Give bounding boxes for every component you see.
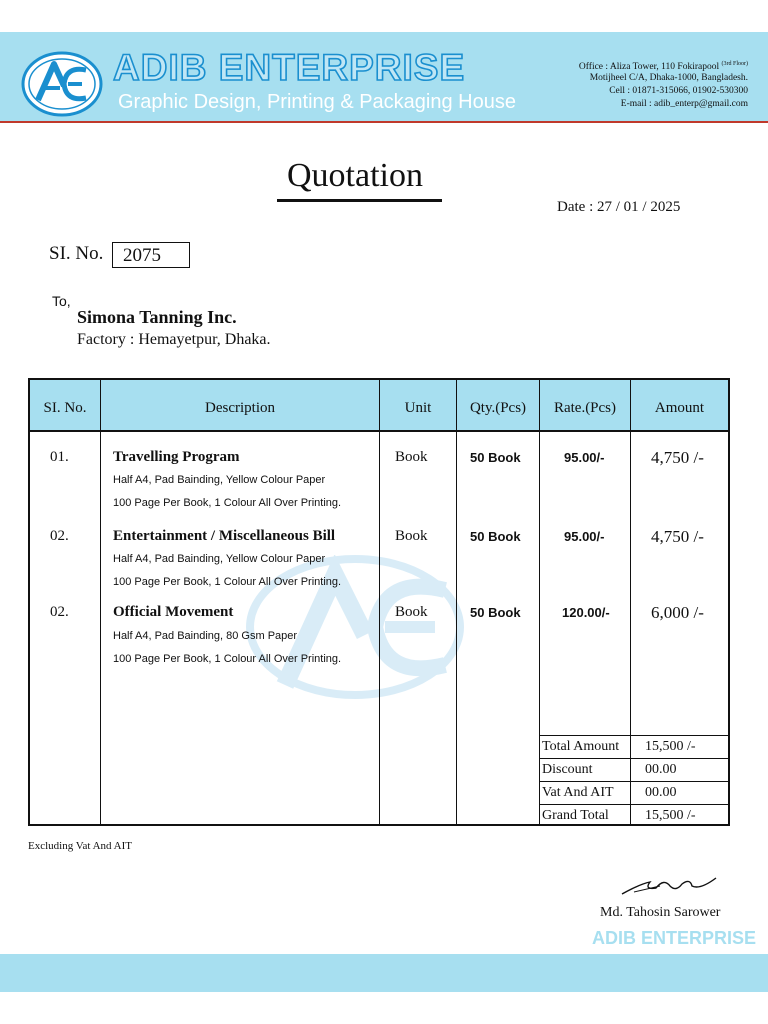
item-rate: 95.00/- bbox=[564, 529, 605, 544]
quotation-date: Date : 27 / 01 / 2025 bbox=[557, 199, 681, 215]
footer-company-name: ADIB ENTERPRISE bbox=[592, 928, 757, 948]
column-divider bbox=[539, 380, 540, 826]
office-text: Office : Aliza Tower, 110 Fokirapool bbox=[578, 62, 720, 73]
totals-divider bbox=[539, 781, 730, 782]
header-rate: Rate.(Pcs) bbox=[553, 400, 617, 416]
item-unit: Book bbox=[395, 604, 428, 620]
item-amount: 4,750 /- bbox=[651, 448, 704, 467]
company-logo-icon bbox=[20, 50, 104, 118]
item-spec: 100 Page Per Book, 1 Colour All Over Printing. bbox=[113, 497, 342, 509]
vat-ait-label: Vat And AIT bbox=[542, 785, 614, 800]
item-amount: 4,750 /- bbox=[651, 527, 704, 546]
recipient-label: To, bbox=[52, 293, 71, 309]
serial-label: SI. No. bbox=[49, 243, 104, 264]
total-amount-value: 15,500 /- bbox=[645, 739, 696, 754]
serial-value: 2075 bbox=[123, 245, 161, 266]
client-address: Factory : Hemayetpur, Dhaka. bbox=[77, 331, 271, 348]
header-unit: Unit bbox=[404, 400, 432, 416]
vat-ait-value: 00.00 bbox=[645, 785, 677, 800]
discount-value: 00.00 bbox=[645, 762, 677, 777]
street-address: Motijheel C/A, Dhaka-1000, Bangladesh. bbox=[589, 73, 748, 83]
item-spec: Half A4, Pad Bainding, 80 Gsm Paper bbox=[113, 630, 298, 642]
header-si: SI. No. bbox=[43, 400, 87, 416]
item-unit: Book bbox=[395, 528, 428, 544]
client-name: Simona Tanning Inc. bbox=[77, 307, 237, 327]
item-title: Travelling Program bbox=[113, 449, 240, 465]
grand-total-label: Grand Total bbox=[542, 808, 609, 823]
grand-total-value: 15,500 /- bbox=[645, 808, 696, 823]
discount-label: Discount bbox=[542, 762, 593, 777]
cell-numbers: Cell : 01871-315066, 01902-530300 bbox=[609, 86, 748, 96]
column-divider bbox=[456, 380, 457, 826]
signature-icon bbox=[620, 874, 720, 898]
header-description: Description bbox=[205, 400, 275, 416]
company-tagline: Graphic Design, Printing & Packaging House bbox=[118, 91, 516, 113]
totals-divider bbox=[539, 804, 730, 805]
total-amount-label: Total Amount bbox=[542, 739, 620, 754]
item-spec: Half A4, Pad Bainding, Yellow Colour Paper bbox=[113, 553, 326, 565]
item-unit: Book bbox=[395, 449, 428, 465]
office-floor: (3rd Floor) bbox=[721, 61, 748, 67]
letterhead-divider bbox=[0, 121, 768, 123]
item-title: Official Movement bbox=[113, 604, 234, 620]
row-si: 02. bbox=[50, 528, 69, 544]
item-title: Entertainment / Miscellaneous Bill bbox=[113, 528, 336, 544]
totals-divider bbox=[539, 735, 730, 736]
signer-name: Md. Tahosin Sarower bbox=[600, 905, 721, 920]
row-si: 01. bbox=[50, 449, 69, 465]
title-underline bbox=[277, 199, 442, 202]
totals-divider bbox=[539, 758, 730, 759]
item-rate: 95.00/- bbox=[564, 450, 605, 465]
footnote: Excluding Vat And AIT bbox=[28, 840, 132, 852]
company-name: ADIB ENTERPRISE bbox=[113, 47, 466, 88]
column-divider bbox=[100, 380, 101, 826]
item-qty: 50 Book bbox=[470, 529, 521, 544]
footer-band bbox=[0, 954, 768, 992]
row-si: 02. bbox=[50, 604, 69, 620]
item-qty: 50 Book bbox=[470, 605, 521, 620]
item-amount: 6,000 /- bbox=[651, 603, 704, 622]
column-divider bbox=[379, 380, 380, 826]
document-title: Quotation bbox=[287, 157, 423, 194]
email-address: E-mail : adib_enterp@gmail.com bbox=[620, 99, 748, 109]
item-spec: 100 Page Per Book, 1 Colour All Over Printing. bbox=[113, 653, 342, 665]
header-amount: Amount bbox=[654, 400, 705, 416]
item-spec: Half A4, Pad Bainding, Yellow Colour Paper bbox=[113, 474, 326, 486]
item-rate: 120.00/- bbox=[562, 605, 610, 620]
header-qty: Qty.(Pcs) bbox=[469, 400, 527, 416]
item-qty: 50 Book bbox=[470, 450, 521, 465]
item-spec: 100 Page Per Book, 1 Colour All Over Printing. bbox=[113, 576, 342, 588]
office-address bbox=[579, 58, 748, 73]
column-divider bbox=[630, 380, 631, 826]
